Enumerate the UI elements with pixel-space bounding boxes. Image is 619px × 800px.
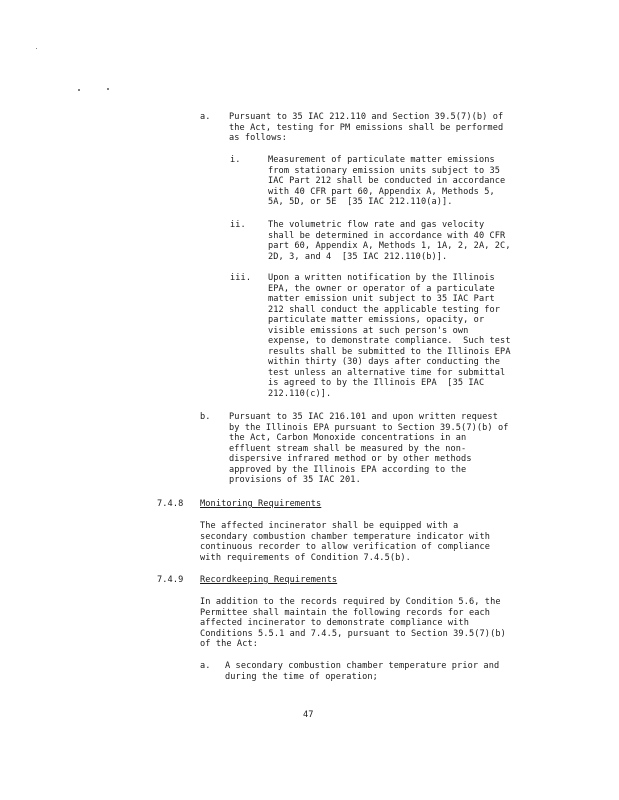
item-b-text xyxy=(229,412,509,486)
text-line: of the Act: xyxy=(200,639,259,649)
scan-speck xyxy=(78,89,80,91)
item-iii-label: iii. xyxy=(230,273,252,283)
page-number: 47 xyxy=(303,710,314,720)
text-line: Pursuant to 35 IAC 212.110 and Section 39.5(7)(b) of xyxy=(229,112,504,122)
item-i-text xyxy=(268,155,505,208)
item-a-label: a. xyxy=(200,112,211,122)
item-i-label: i. xyxy=(230,155,241,165)
text-line: affected incinerator to demonstrate compliance with xyxy=(200,618,469,628)
text-line: Pursuant to 35 IAC 216.101 and upon written request xyxy=(229,412,498,422)
text-line: from stationary emission units subject to 35 xyxy=(268,165,501,176)
text-line: approved by the Illinois EPA according to the xyxy=(229,464,467,475)
text-line: the Act, Carbon Monoxide concentrations in an xyxy=(229,433,467,443)
text-line: Permittee shall maintain the following records for each xyxy=(200,607,491,618)
section-749-text xyxy=(200,597,506,650)
text-line: Upon a written notification by the Illinois xyxy=(268,273,495,283)
item-a-label: a. xyxy=(200,661,211,671)
item-a-text xyxy=(229,112,503,144)
section-number: 7.4.9 xyxy=(157,575,184,585)
item-ii-text xyxy=(268,220,511,262)
section-heading: Monitoring Requirements xyxy=(200,499,322,509)
text-line: 212 shall conduct the applicable testing for xyxy=(268,304,501,315)
item-iii-text xyxy=(268,273,511,399)
text-line: visible emissions at such person's own xyxy=(268,325,469,336)
scan-speck xyxy=(107,88,109,90)
text-line: test unless an alternative time for submittal xyxy=(268,367,506,378)
text-line: EPA, the owner or operator of a particulate xyxy=(268,283,495,294)
text-line: The volumetric flow rate and gas velocity xyxy=(268,220,485,230)
text-line: is agreed to by the Illinois EPA [35 IAC xyxy=(268,378,485,388)
text-line: dispersive infrared method or by other methods xyxy=(229,454,472,464)
text-line: 2D, 3, and 4 [35 IAC 212.110(b)]. xyxy=(268,251,448,262)
text-line: The affected incinerator shall be equipped with a xyxy=(200,521,459,531)
text-line: as follows: xyxy=(229,133,288,143)
text-line: 5A, 5D, or 5E [35 IAC 212.110(a)]. xyxy=(268,197,453,207)
text-line: the Act, testing for PM emissions shall be performed xyxy=(229,122,504,133)
text-line: matter emission unit subject to 35 IAC Part xyxy=(268,294,495,304)
text-line: 212.110(c)]. xyxy=(268,388,332,399)
text-line: provisions of 35 IAC 201. xyxy=(229,475,361,485)
text-line: expense, to demonstrate compliance. Such test xyxy=(268,336,511,346)
text-line: Measurement of particulate matter emissions xyxy=(268,155,495,165)
text-line: A secondary combustion chamber temperature prior and xyxy=(225,661,500,671)
text-line: shall be determined in accordance with 40 CFR xyxy=(268,230,506,241)
scan-speck xyxy=(36,48,37,49)
text-line: results shall be submitted to the Illinois EPA xyxy=(268,346,511,357)
section-number: 7.4.8 xyxy=(157,499,184,509)
text-line: within thirty (30) days after conducting the xyxy=(268,357,501,367)
text-line: particulate matter emissions, opacity, or xyxy=(268,315,485,325)
item-ii-label: ii. xyxy=(230,220,246,230)
text-line: Conditions 5.5.1 and 7.4.5, pursuant to Section 39.5(7)(b) xyxy=(200,628,506,639)
section-748-text xyxy=(200,521,490,563)
text-line: part 60, Appendix A, Methods 1, 1A, 2, 2A, 2C, xyxy=(268,241,511,251)
text-line: by the Illinois EPA pursuant to Section 39.5(7)(b) of xyxy=(229,422,509,433)
text-line: with 40 CFR part 60, Appendix A, Methods 5, xyxy=(268,186,495,197)
text-line: IAC Part 212 shall be conducted in accordance xyxy=(268,176,506,186)
section-heading: Recordkeeping Requirements xyxy=(200,575,338,585)
text-line: In addition to the records required by Condition 5.6, the xyxy=(200,597,501,607)
text-line: effluent stream shall be measured by the non- xyxy=(229,443,467,454)
text-line: during the time of operation; xyxy=(225,671,378,682)
text-line: with requirements of Condition 7.4.5(b). xyxy=(200,552,411,563)
item-b-label: b. xyxy=(200,412,211,422)
text-line: secondary combustion chamber temperature indicator with xyxy=(200,531,491,542)
section-749-item-a-text xyxy=(225,661,499,682)
text-line: continuous recorder to allow verification of compliance xyxy=(200,542,491,552)
